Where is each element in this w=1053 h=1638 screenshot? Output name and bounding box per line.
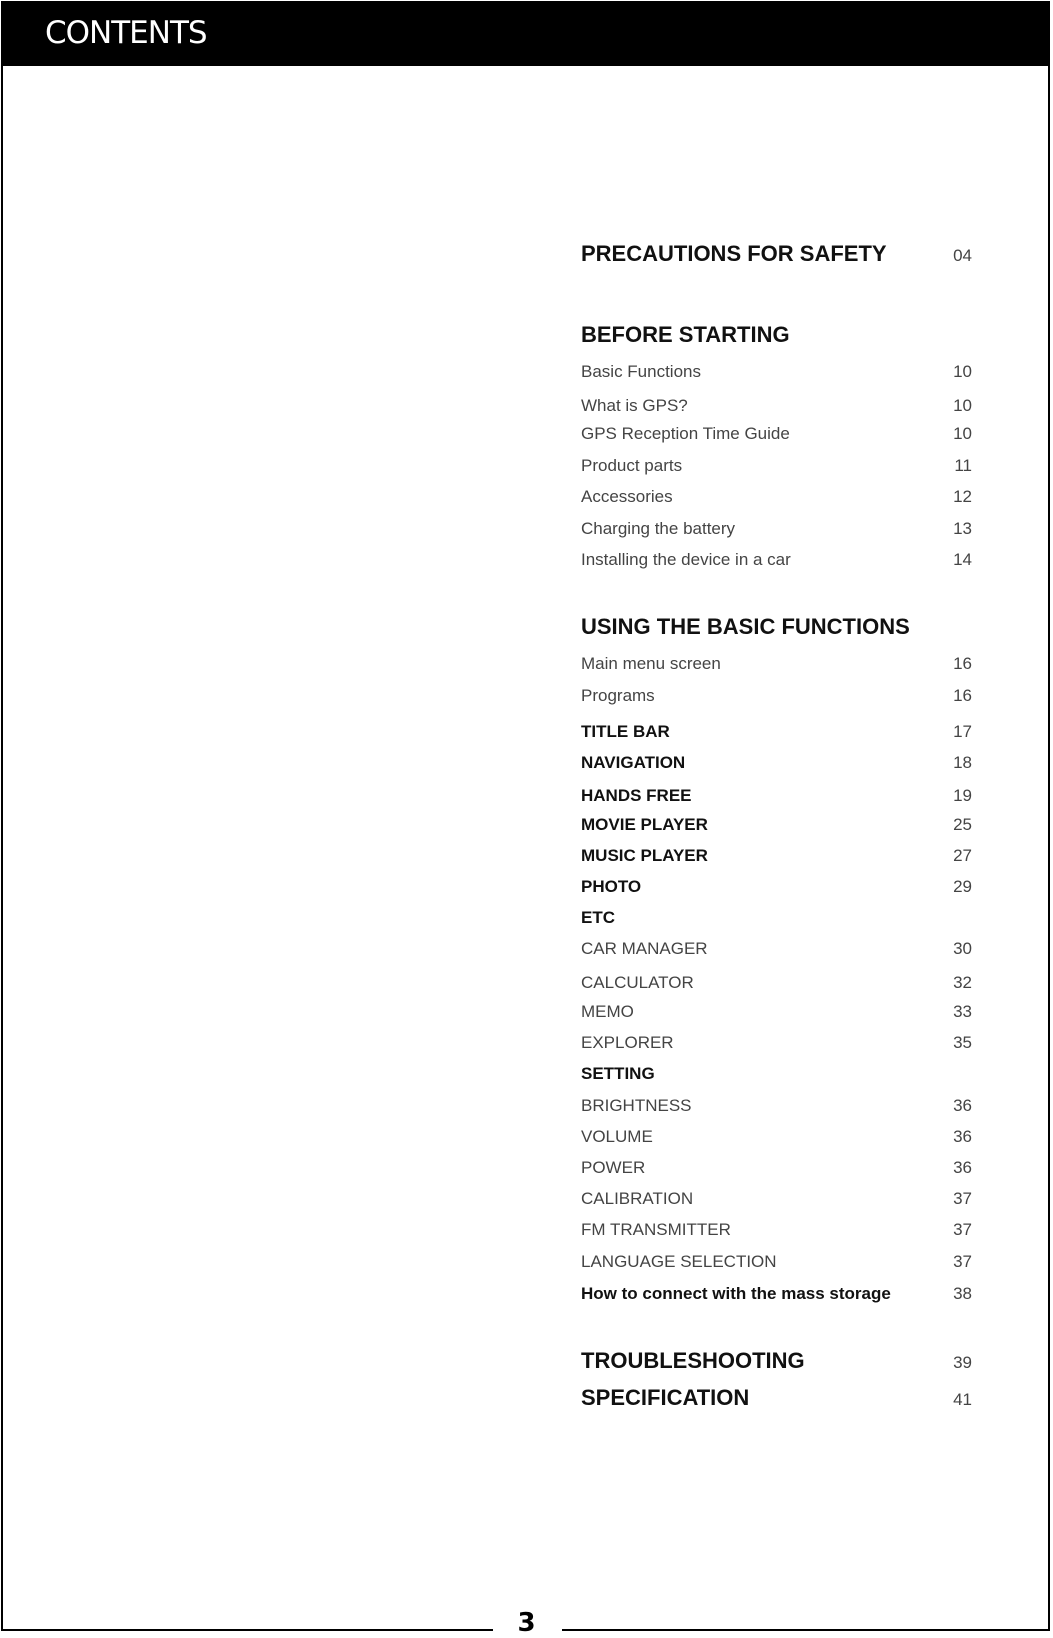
toc-page-number: 17 xyxy=(953,722,972,741)
toc-page-number: 35 xyxy=(953,1033,972,1052)
toc-entry[interactable] xyxy=(581,361,972,391)
toc-entry-label: HANDS FREE xyxy=(581,786,692,805)
header-bar xyxy=(1,1,1050,66)
toc-page-number: 16 xyxy=(953,654,972,673)
toc-entry[interactable] xyxy=(581,1251,972,1281)
toc-page-number: 36 xyxy=(953,1127,972,1146)
toc-entry-label: Product parts xyxy=(581,456,683,475)
toc-entry-label: How to connect with the mass storage xyxy=(581,1284,891,1303)
toc-entry[interactable] xyxy=(581,721,972,751)
toc-section-specification[interactable] xyxy=(581,1385,972,1415)
toc-entry-label: VOLUME xyxy=(581,1127,653,1146)
toc-entry-label: BRIGHTNESS xyxy=(581,1096,692,1115)
toc-page-number: 18 xyxy=(953,753,972,772)
toc-entry[interactable] xyxy=(581,814,972,844)
toc-page-number: 11 xyxy=(954,456,972,475)
toc-section-troubleshooting[interactable] xyxy=(581,1348,972,1378)
toc-entry-label: TITLE BAR xyxy=(581,722,670,741)
toc-entry-label: CALIBRATION xyxy=(581,1189,694,1208)
toc-entry-label: FM TRANSMITTER xyxy=(581,1220,731,1239)
toc-page-number: 14 xyxy=(953,550,972,569)
toc-entry-label: MEMO xyxy=(581,1002,634,1021)
toc-entry[interactable] xyxy=(581,785,972,815)
footer-rule-right xyxy=(562,1629,1050,1631)
toc-page-number: 38 xyxy=(953,1284,972,1303)
toc-entry[interactable] xyxy=(581,518,972,548)
toc-entry[interactable] xyxy=(581,1063,972,1093)
toc-page-number: 39 xyxy=(953,1353,972,1372)
toc-page-number: 41 xyxy=(953,1390,972,1409)
toc-entry-label: Programs xyxy=(581,686,655,705)
toc-entry[interactable] xyxy=(581,455,972,485)
toc-entry-label: POWER xyxy=(581,1158,646,1177)
toc-entry[interactable] xyxy=(581,1157,972,1187)
toc-entry[interactable] xyxy=(581,653,972,683)
toc-section-label: SPECIFICATION xyxy=(581,1385,750,1410)
toc-section-label: TROUBLESHOOTING xyxy=(581,1348,805,1373)
toc-page-number: 27 xyxy=(953,846,972,865)
toc-entry-label: What is GPS? xyxy=(581,396,688,415)
toc-page-number: 12 xyxy=(953,487,972,506)
toc-entry-label: Main menu screen xyxy=(581,654,721,673)
toc-entry[interactable] xyxy=(581,685,972,715)
toc-entry[interactable] xyxy=(581,938,972,968)
toc-entry[interactable] xyxy=(581,486,972,516)
toc-entry-label: Basic Functions xyxy=(581,362,701,381)
toc-page-number: 10 xyxy=(953,396,972,415)
toc-page-number: 33 xyxy=(953,1002,972,1021)
toc-page-number: 32 xyxy=(953,973,972,992)
toc-entry-label: MUSIC PLAYER xyxy=(581,846,708,865)
toc-entry[interactable] xyxy=(581,1001,972,1031)
toc-section-before-starting[interactable] xyxy=(581,322,972,352)
toc-entry-label: GPS Reception Time Guide xyxy=(581,424,790,443)
toc-section-label: PRECAUTIONS FOR SAFETY xyxy=(581,241,887,266)
toc-page-number: 10 xyxy=(953,362,972,381)
toc-page-number: 36 xyxy=(953,1158,972,1177)
toc-entry[interactable] xyxy=(581,907,972,937)
footer-rule-left xyxy=(1,1629,493,1631)
toc-entry-label: CALCULATOR xyxy=(581,973,694,992)
toc-page-number: 37 xyxy=(953,1189,972,1208)
toc-entry[interactable] xyxy=(581,972,972,1002)
toc-entry-label: Charging the battery xyxy=(581,519,736,538)
toc-page-number: 37 xyxy=(953,1252,972,1271)
toc-page-number: 04 xyxy=(953,246,972,265)
toc-section-label: BEFORE STARTING xyxy=(581,322,790,347)
toc-entry[interactable] xyxy=(581,752,972,782)
toc-entry[interactable] xyxy=(581,395,972,425)
toc-entry[interactable] xyxy=(581,423,972,453)
toc-entry[interactable] xyxy=(581,549,972,579)
toc-page-number: 36 xyxy=(953,1096,972,1115)
toc-entry[interactable] xyxy=(581,845,972,875)
toc-section-label: USING THE BASIC FUNCTIONS xyxy=(581,614,910,639)
toc-page-number: 13 xyxy=(953,519,972,538)
toc-entry-label: CAR MANAGER xyxy=(581,939,708,958)
toc-entry[interactable] xyxy=(581,1219,972,1249)
toc-entry-label: SETTING xyxy=(581,1064,655,1083)
toc-entry[interactable] xyxy=(581,1095,972,1125)
toc-entry[interactable] xyxy=(581,876,972,906)
toc-page-number: 16 xyxy=(953,686,972,705)
toc-entry-label: Installing the device in a car xyxy=(581,550,791,569)
toc-entry-label: NAVIGATION xyxy=(581,753,686,772)
toc-entry-label: MOVIE PLAYER xyxy=(581,815,708,834)
toc-entry-label: LANGUAGE SELECTION xyxy=(581,1252,777,1271)
toc-page-number: 10 xyxy=(953,424,972,443)
toc-page-number: 25 xyxy=(953,815,972,834)
toc-page-number: 19 xyxy=(953,786,972,805)
toc-entry-label: Accessories xyxy=(581,487,673,506)
toc-entry[interactable] xyxy=(581,1126,972,1156)
toc-section-precautions[interactable] xyxy=(581,241,972,271)
toc-entry-label: ETC xyxy=(581,908,615,927)
page-number: 3 xyxy=(517,1608,536,1638)
toc-entry[interactable] xyxy=(581,1188,972,1218)
toc-page-number: 30 xyxy=(953,939,972,958)
toc-entry-label: EXPLORER xyxy=(581,1033,674,1052)
toc-entry[interactable] xyxy=(581,1283,972,1313)
toc-entry-label: PHOTO xyxy=(581,877,642,896)
toc-page-number: 37 xyxy=(953,1220,972,1239)
toc-page-number: 29 xyxy=(953,877,972,896)
page-title: CONTENTS xyxy=(45,15,207,51)
toc-entry[interactable] xyxy=(581,1032,972,1062)
toc-section-basic-functions[interactable] xyxy=(581,614,972,644)
